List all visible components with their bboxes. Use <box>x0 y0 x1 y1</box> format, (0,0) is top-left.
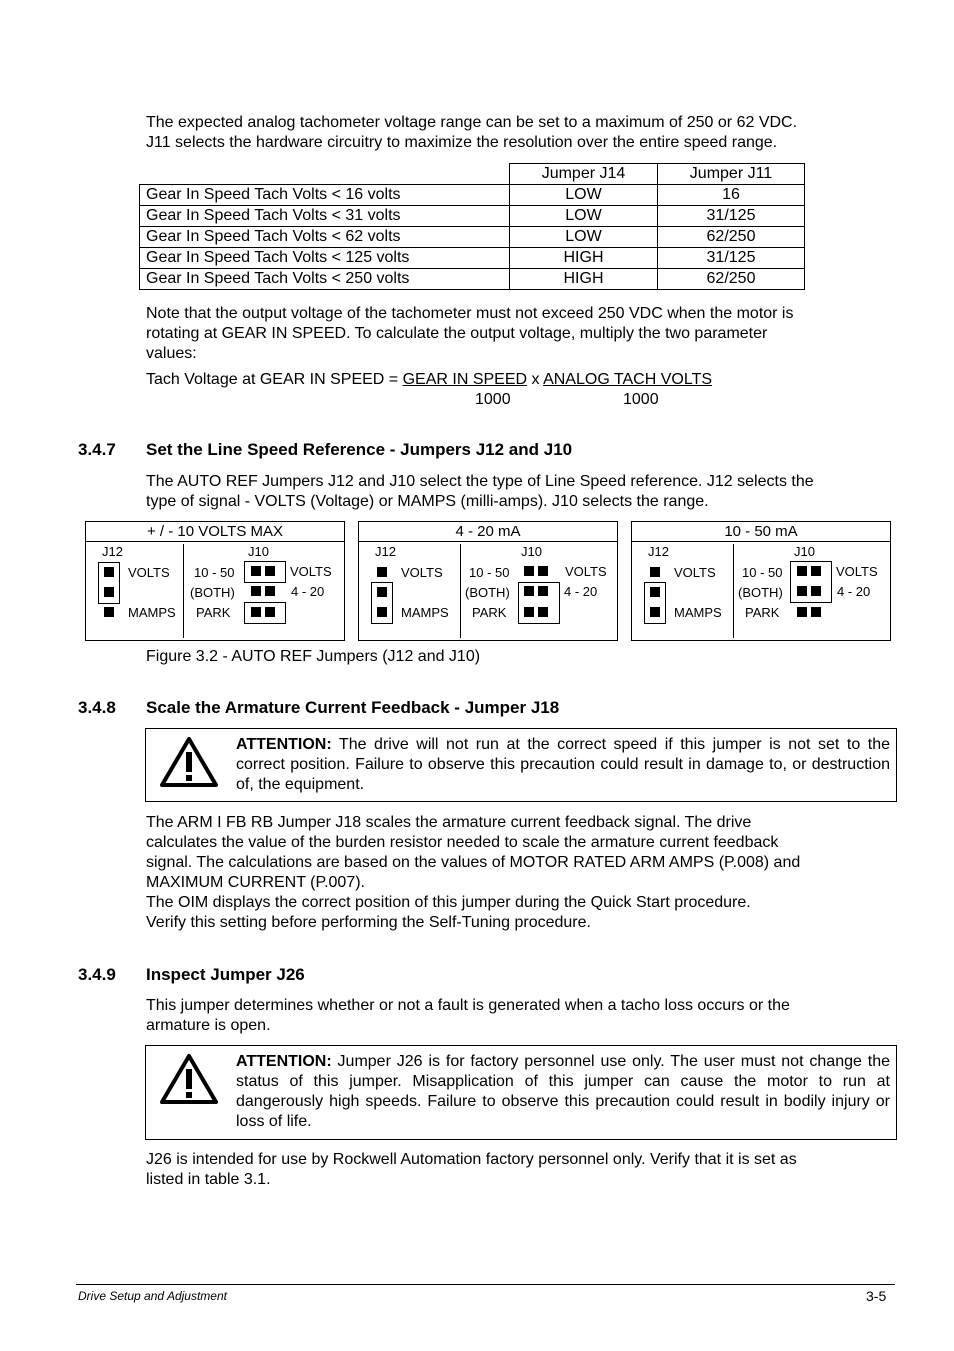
mamps-label: MAMPS <box>401 605 449 620</box>
square-pin-icon <box>524 586 534 596</box>
table-cell: 31/125 <box>658 206 805 227</box>
table-cell: HIGH <box>510 248 658 269</box>
range-10-50-label: 10 - 50 <box>469 565 510 580</box>
square-pin-icon <box>251 566 261 576</box>
j12-label: J12 <box>102 544 123 559</box>
table-cell: 31/125 <box>658 248 805 269</box>
tach-jumper-table <box>139 163 805 290</box>
square-pin-icon <box>265 607 275 617</box>
volts-label: VOLTS <box>674 565 716 580</box>
warning-triangle-icon <box>158 1052 220 1106</box>
square-pin-icon <box>797 607 807 617</box>
table-header-cell: Jumper J11 <box>658 164 805 185</box>
section-title: Set the Line Speed Reference - Jumpers J12 and J10 <box>146 440 573 459</box>
square-pin-icon <box>251 607 261 617</box>
square-pin-icon <box>538 586 548 596</box>
table-cell: LOW <box>510 206 658 227</box>
square-pin-icon <box>377 587 387 597</box>
attention-body: Jumper J26 is for factory personnel use only. The user must not change the status of this jumper. Misapplication of this jumper can cause the motor to run at dangerously high speeds. Failure to observe this precaution could result in bodily injury or loss of life. <box>236 1053 890 1130</box>
table-header-cell: Jumper J14 <box>510 164 658 185</box>
range-10-50-label: 10 - 50 <box>742 565 783 580</box>
table-cell: LOW <box>510 227 658 248</box>
range-4-20-label: 4 - 20 <box>291 584 325 599</box>
tach-voltage-formula <box>146 370 712 390</box>
table-cell: 62/250 <box>658 269 805 290</box>
s348-line-1: The ARM I FB RB Jumper J18 scales the armature current feedback signal. The drive <box>146 814 752 831</box>
s347-line-2: type of signal - VOLTS (Voltage) or MAMPS (milli-amps). J10 selects the range. <box>146 493 709 510</box>
section-number: 3.4.9 <box>78 965 116 984</box>
square-pin-icon <box>811 586 821 596</box>
formula-operator: x <box>527 371 544 388</box>
jumper-diagram-title: 10 - 50 mA <box>632 522 890 542</box>
s348-line-4: MAXIMUM CURRENT (P.007). <box>146 874 365 891</box>
table-row <box>140 206 805 227</box>
mamps-label: MAMPS <box>674 605 722 620</box>
table-header-row <box>140 164 805 185</box>
attention-box-j18 <box>145 728 897 802</box>
table-row <box>140 269 805 290</box>
range-4-20-label: 4 - 20 <box>564 584 598 599</box>
table-row <box>140 185 805 206</box>
attention-label: ATTENTION: <box>236 1053 332 1070</box>
section-title: Scale the Armature Current Feedback - Jumper J18 <box>146 698 560 717</box>
page-number: 3-5 <box>866 1288 887 1304</box>
mamps-label: MAMPS <box>128 605 176 620</box>
park-label: PARK <box>745 605 780 620</box>
jumper-diagram-title: + / - 10 VOLTS MAX <box>86 522 344 542</box>
j10-label: J10 <box>794 544 815 559</box>
note-line-3: values: <box>146 345 197 362</box>
footer-title: Drive Setup and Adjustment <box>78 1289 227 1303</box>
s348-line-5: The OIM displays the correct position of this jumper during the Quick Start procedure. <box>146 894 751 911</box>
square-pin-icon <box>265 586 275 596</box>
table-cell: Gear In Speed Tach Volts < 62 volts <box>140 227 510 248</box>
footer-rule <box>76 1284 895 1285</box>
volts-label: VOLTS <box>128 565 170 580</box>
intro-line-2: J11 selects the hardware circuitry to maximize the resolution over the entire speed range. <box>146 134 778 151</box>
square-pin-icon <box>811 607 821 617</box>
s349-line-3: J26 is intended for use by Rockwell Automation factory personnel only. Verify that it is set as <box>146 1151 797 1168</box>
table-cell: 16 <box>658 185 805 206</box>
j10-label: J10 <box>248 544 269 559</box>
square-pin-icon <box>104 567 114 577</box>
s348-line-6: Verify this setting before performing the Self-Tuning procedure. <box>146 914 591 931</box>
s349-line-4: listed in table 3.1. <box>146 1171 271 1188</box>
j10-label: J10 <box>521 544 542 559</box>
section-heading-3-4-8 <box>78 698 878 720</box>
square-pin-icon <box>811 566 821 576</box>
range-10-50-label: 10 - 50 <box>194 565 235 580</box>
jumper-diagram-title: 4 - 20 mA <box>359 522 617 542</box>
section-heading-3-4-7 <box>78 440 878 462</box>
attention-box-j26 <box>145 1045 897 1140</box>
j12-label: J12 <box>648 544 669 559</box>
volts-label: VOLTS <box>401 565 443 580</box>
divider <box>733 544 734 638</box>
table-row <box>140 248 805 269</box>
formula-prefix: Tach Voltage at GEAR IN SPEED = <box>146 371 403 388</box>
table-cell: 62/250 <box>658 227 805 248</box>
s349-line-1: This jumper determines whether or not a fault is generated when a tacho loss occurs or the <box>146 997 790 1014</box>
square-pin-icon <box>251 586 261 596</box>
table-cell: Gear In Speed Tach Volts < 16 volts <box>140 185 510 206</box>
note-line-1: Note that the output voltage of the tachometer must not exceed 250 VDC when the motor is <box>146 305 794 322</box>
s347-line-1: The AUTO REF Jumpers J12 and J10 select the type of Line Speed reference. J12 selects the <box>146 473 814 490</box>
intro-line-1: The expected analog tachometer voltage range can be set to a maximum of 250 or 62 VDC. <box>146 114 798 131</box>
section-number: 3.4.7 <box>78 440 116 459</box>
volts-label: VOLTS <box>565 564 607 579</box>
square-pin-icon <box>524 607 534 617</box>
square-pin-icon <box>650 607 660 617</box>
table-header-cell <box>140 164 510 185</box>
square-pin-icon <box>797 566 807 576</box>
s349-line-2: armature is open. <box>146 1017 271 1034</box>
formula-denominator-2: 1000 <box>623 391 659 408</box>
jumper-diagram-10-volts <box>85 521 345 641</box>
jumper-diagram-10-50-ma <box>631 521 891 641</box>
park-label: PARK <box>472 605 507 620</box>
square-pin-icon <box>538 607 548 617</box>
square-pin-icon <box>104 607 114 617</box>
both-label: (BOTH) <box>738 585 783 600</box>
formula-denominator-1: 1000 <box>475 391 511 408</box>
table-cell: HIGH <box>510 269 658 290</box>
note-line-2: rotating at GEAR IN SPEED. To calculate the output voltage, multiply the two parameter <box>146 325 768 342</box>
square-pin-icon <box>538 566 548 576</box>
square-pin-icon <box>377 607 387 617</box>
table-row <box>140 227 805 248</box>
square-pin-icon <box>797 586 807 596</box>
square-pin-icon <box>524 566 534 576</box>
j12-label: J12 <box>375 544 396 559</box>
square-pin-icon <box>377 567 387 577</box>
volts-label: VOLTS <box>836 564 878 579</box>
table-cell: Gear In Speed Tach Volts < 125 volts <box>140 248 510 269</box>
attention-label: ATTENTION: <box>236 736 332 753</box>
both-label: (BOTH) <box>465 585 510 600</box>
formula-term-gear-in-speed: GEAR IN SPEED <box>402 371 528 388</box>
s348-line-2: calculates the value of the burden resistor needed to scale the armature current feedback <box>146 834 779 851</box>
volts-label: VOLTS <box>290 564 332 579</box>
attention-text <box>236 735 890 795</box>
square-pin-icon <box>265 566 275 576</box>
warning-triangle-icon <box>158 735 220 789</box>
divider <box>183 544 184 638</box>
table-cell: Gear In Speed Tach Volts < 31 volts <box>140 206 510 227</box>
table-cell: LOW <box>510 185 658 206</box>
square-pin-icon <box>650 567 660 577</box>
range-4-20-label: 4 - 20 <box>837 584 871 599</box>
attention-body: The drive will not run at the correct speed if this jumper is not set to the correct position. Failure to observe this precaution could result in damage to, or destruction of, the equipment. <box>236 736 890 793</box>
table-cell: Gear In Speed Tach Volts < 250 volts <box>140 269 510 290</box>
s348-line-3: signal. The calculations are based on the values of MOTOR RATED ARM AMPS (P.008) and <box>146 854 801 871</box>
jumper-diagram-4-20-ma <box>358 521 618 641</box>
square-pin-icon <box>650 587 660 597</box>
both-label: (BOTH) <box>190 585 235 600</box>
section-number: 3.4.8 <box>78 698 116 717</box>
square-pin-icon <box>104 587 114 597</box>
formula-term-analog-tach-volts: ANALOG TACH VOLTS <box>543 371 713 388</box>
section-title: Inspect Jumper J26 <box>146 965 305 984</box>
section-heading-3-4-9 <box>78 965 878 987</box>
park-label: PARK <box>196 605 231 620</box>
attention-text <box>236 1052 890 1132</box>
divider <box>460 544 461 638</box>
figure-caption: Figure 3.2 - AUTO REF Jumpers (J12 and J10) <box>146 648 481 665</box>
